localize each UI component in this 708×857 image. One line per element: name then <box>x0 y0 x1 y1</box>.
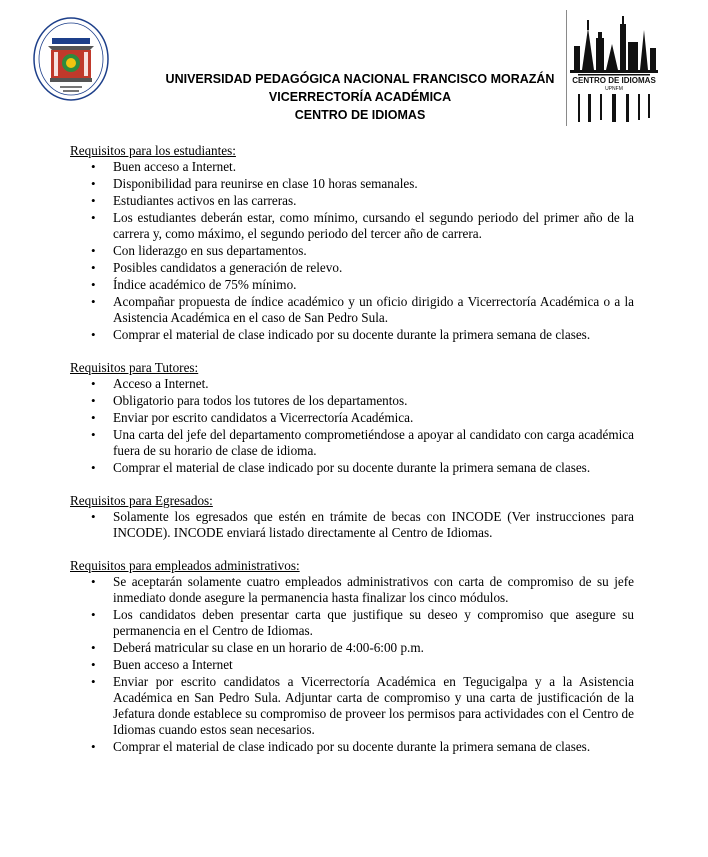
header-titles <box>150 70 570 124</box>
list-item: • Los candidatos deben presentar carta que justifique su deseo y compromiso que asegure su permanencia en el Centro de Idiomas. <box>70 607 634 639</box>
list-item: • Una carta del jefe del departamento comprometiéndose a apoyar al candidato con carga académica fuera de su horario de clase de idioma. <box>70 427 634 459</box>
section-heading: Requisitos para Egresados: <box>70 493 213 508</box>
list-item: • Buen acceso a Internet <box>70 657 634 673</box>
section-heading: Requisitos para Tutores: <box>70 360 199 375</box>
requirements-content <box>70 143 634 772</box>
list-item: • Índice académico de 75% mínimo. <box>70 277 634 293</box>
list-item: • Estudiantes activos en las carreras. <box>70 193 634 209</box>
requirements-list <box>70 509 634 541</box>
centro-de-idiomas-skyline-icon <box>568 8 660 126</box>
svg-text:CENTRO DE IDIOMAS: CENTRO DE IDIOMAS <box>572 76 656 85</box>
header-divider <box>566 10 567 126</box>
list-item: • Comprar el material de clase indicado por su docente durante la primera semana de clases. <box>70 739 634 755</box>
section-admin-staff <box>70 558 634 755</box>
section-students <box>70 143 634 343</box>
list-item: • Comprar el material de clase indicado por su docente durante la primera semana de clases. <box>70 460 634 476</box>
requirements-list <box>70 574 634 755</box>
vicerrectoria-title: VICERRECTORÍA ACADÉMICA <box>268 90 452 104</box>
requirements-list <box>70 159 634 343</box>
centro-title: CENTRO DE IDIOMAS <box>294 108 426 122</box>
list-item: • Enviar por escrito candidatos a Vicerrectoría Académica en Tegucigalpa y a la Asistencia Académica en San Pedro Sula. Adjuntar carta de compromiso y una carta de justificación de la Jefatura donde establece su compromiso de proveer los permisos para actividades con el Centro de Idiomas cuando estos sean necesarios. <box>70 674 634 738</box>
list-item: • Comprar el material de clase indicado por su docente durante la primera semana de clases. <box>70 327 634 343</box>
list-item: • Enviar por escrito candidatos a Vicerrectoría Académica. <box>70 410 634 426</box>
section-heading: Requisitos para empleados administrativos: <box>70 558 300 573</box>
list-item: • Acompañar propuesta de índice académico y un oficio dirigido a Vicerrectoría Académica o a la Asistencia Académica en el caso de San Pedro Sula. <box>70 294 634 326</box>
university-title: UNIVERSIDAD PEDAGÓGICA NACIONAL FRANCISCO MORAZÁN <box>165 72 555 86</box>
list-item: • Buen acceso a Internet. <box>70 159 634 175</box>
upnfm-seal-icon <box>32 16 110 102</box>
svg-text:UPNFM: UPNFM <box>605 86 623 92</box>
list-item: • Acceso a Internet. <box>70 376 634 392</box>
list-item: • Posibles candidatos a generación de relevo. <box>70 260 634 276</box>
list-item: • Los estudiantes deberán estar, como mínimo, cursando el segundo periodo del primer año de la carrera y, como máximo, el segundo periodo del tercer año de carrera. <box>70 210 634 242</box>
list-item: • Se aceptarán solamente cuatro empleados administrativos con carta de compromiso de su jefe inmediato donde asegure la permanencia hasta finalizar los cinco módulos. <box>70 574 634 606</box>
requirements-list <box>70 376 634 476</box>
list-item: • Deberá matricular su clase en un horario de 4:00-6:00 p.m. <box>70 640 634 656</box>
section-tutors <box>70 360 634 476</box>
list-item: • Obligatorio para todos los tutores de los departamentos. <box>70 393 634 409</box>
section-heading: Requisitos para los estudiantes: <box>70 143 236 158</box>
list-item: • Con liderazgo en sus departamentos. <box>70 243 634 259</box>
list-item: • Disponibilidad para reunirse en clase 10 horas semanales. <box>70 176 634 192</box>
list-item: • Solamente los egresados que estén en trámite de becas con INCODE (Ver instrucciones para INCODE). INCODE enviará listado directamente al Centro de Idiomas. <box>70 509 634 541</box>
section-graduates <box>70 493 634 541</box>
